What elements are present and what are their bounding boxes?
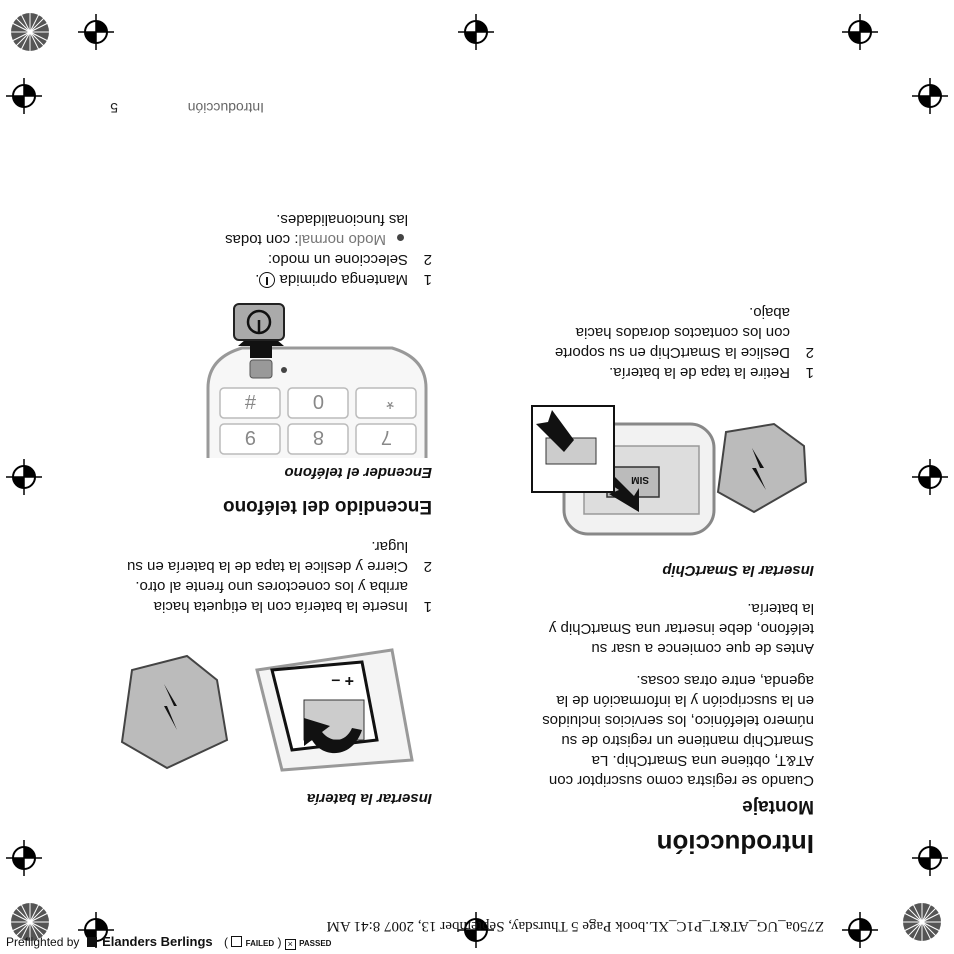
right-column — [127, 209, 432, 808]
registration-mark-icon — [6, 78, 42, 114]
plus-icon: + – — [331, 672, 354, 689]
power-key — [250, 360, 272, 378]
registration-mark-icon — [842, 14, 878, 50]
preflight-label: Preflighted by — [6, 935, 80, 949]
svg-text:9: 9 — [244, 426, 256, 448]
power-steps — [132, 209, 432, 289]
running-header: Introducción — [187, 100, 264, 116]
step-item: 2 Deslice la SmartChip en su soporte con los contactos dorados hacia abajo. — [554, 304, 814, 361]
sim-label: SIM — [631, 474, 649, 485]
registration-mark-icon — [6, 840, 42, 876]
brand-logo-icon — [87, 937, 97, 947]
power-caption: Encender el teléfono — [284, 464, 432, 481]
svg-text:*: * — [386, 390, 394, 412]
file-info: Z750a_UG_AT&T_P1C_XL.book Page 5 Thursday, September 13, 2007 8:41 AM — [326, 918, 824, 934]
preflight-badge: Preflighted by Elanders Berlings ( FAILED ) × PASSED — [6, 934, 332, 949]
svg-text:0: 0 — [312, 390, 324, 412]
registration-mark-icon — [458, 14, 494, 50]
battery-cover — [122, 656, 227, 768]
step-item: 1 Inserte la batería con la etiqueta hacia arriba y los conectores uno frente al otro. — [135, 578, 432, 615]
battery-caption: Insertar la batería — [306, 790, 432, 807]
left-column — [524, 302, 814, 859]
intro-paragraph-2: Antes de que comience a usar su teléfono, debe insertar una SmartChip y la batería. — [548, 600, 814, 657]
starburst-mark-icon — [10, 12, 50, 52]
step-item: 2 Seleccione un modo: — [267, 251, 432, 268]
battery-illustration — [112, 630, 432, 780]
starburst-mark-icon — [902, 902, 942, 942]
brand-name: Elanders Berlings — [102, 934, 213, 949]
registration-mark-icon — [6, 459, 42, 495]
power-key-icon — [259, 272, 275, 288]
section-title: Montaje — [742, 796, 814, 817]
svg-text:7: 7 — [380, 426, 392, 448]
battery-steps — [127, 536, 432, 616]
section-title: Encendido del teléfono — [222, 496, 432, 517]
svg-text:#: # — [244, 390, 256, 412]
registration-mark-icon — [78, 14, 114, 50]
page-number: 5 — [110, 100, 118, 116]
registration-mark-icon — [912, 459, 948, 495]
figure-caption: Insertar la SmartChip — [662, 562, 814, 579]
step-item: 2 Cierre y deslice la tapa de la batería en su lugar. — [127, 538, 432, 575]
passed-checkbox: × — [285, 939, 296, 950]
registration-mark-icon — [912, 840, 948, 876]
failed-checkbox — [231, 936, 242, 947]
step-item: 1 Mantenga oprimida . — [255, 271, 432, 288]
step-item: 1 Retire la tapa de la batería. — [609, 364, 814, 381]
page-title: Introducción — [656, 829, 814, 859]
smartchip-steps — [524, 302, 814, 382]
mode-option: Modo normal: con todas las funcionalidades. — [225, 211, 408, 248]
power-illustration — [202, 303, 432, 458]
registration-mark-icon — [842, 912, 878, 948]
intro-paragraph: Cuando se registra como suscriptor con AT&T, obtiene una SmartChip. La SmartChip mantiene un registro de su número telefónico, los servicios incluidos en la suscripción y la información de la agenda, entre otras cosas. — [542, 672, 814, 789]
registration-mark-icon — [912, 78, 948, 114]
svg-text:8: 8 — [312, 426, 324, 448]
smartchip-illustration — [514, 392, 814, 552]
